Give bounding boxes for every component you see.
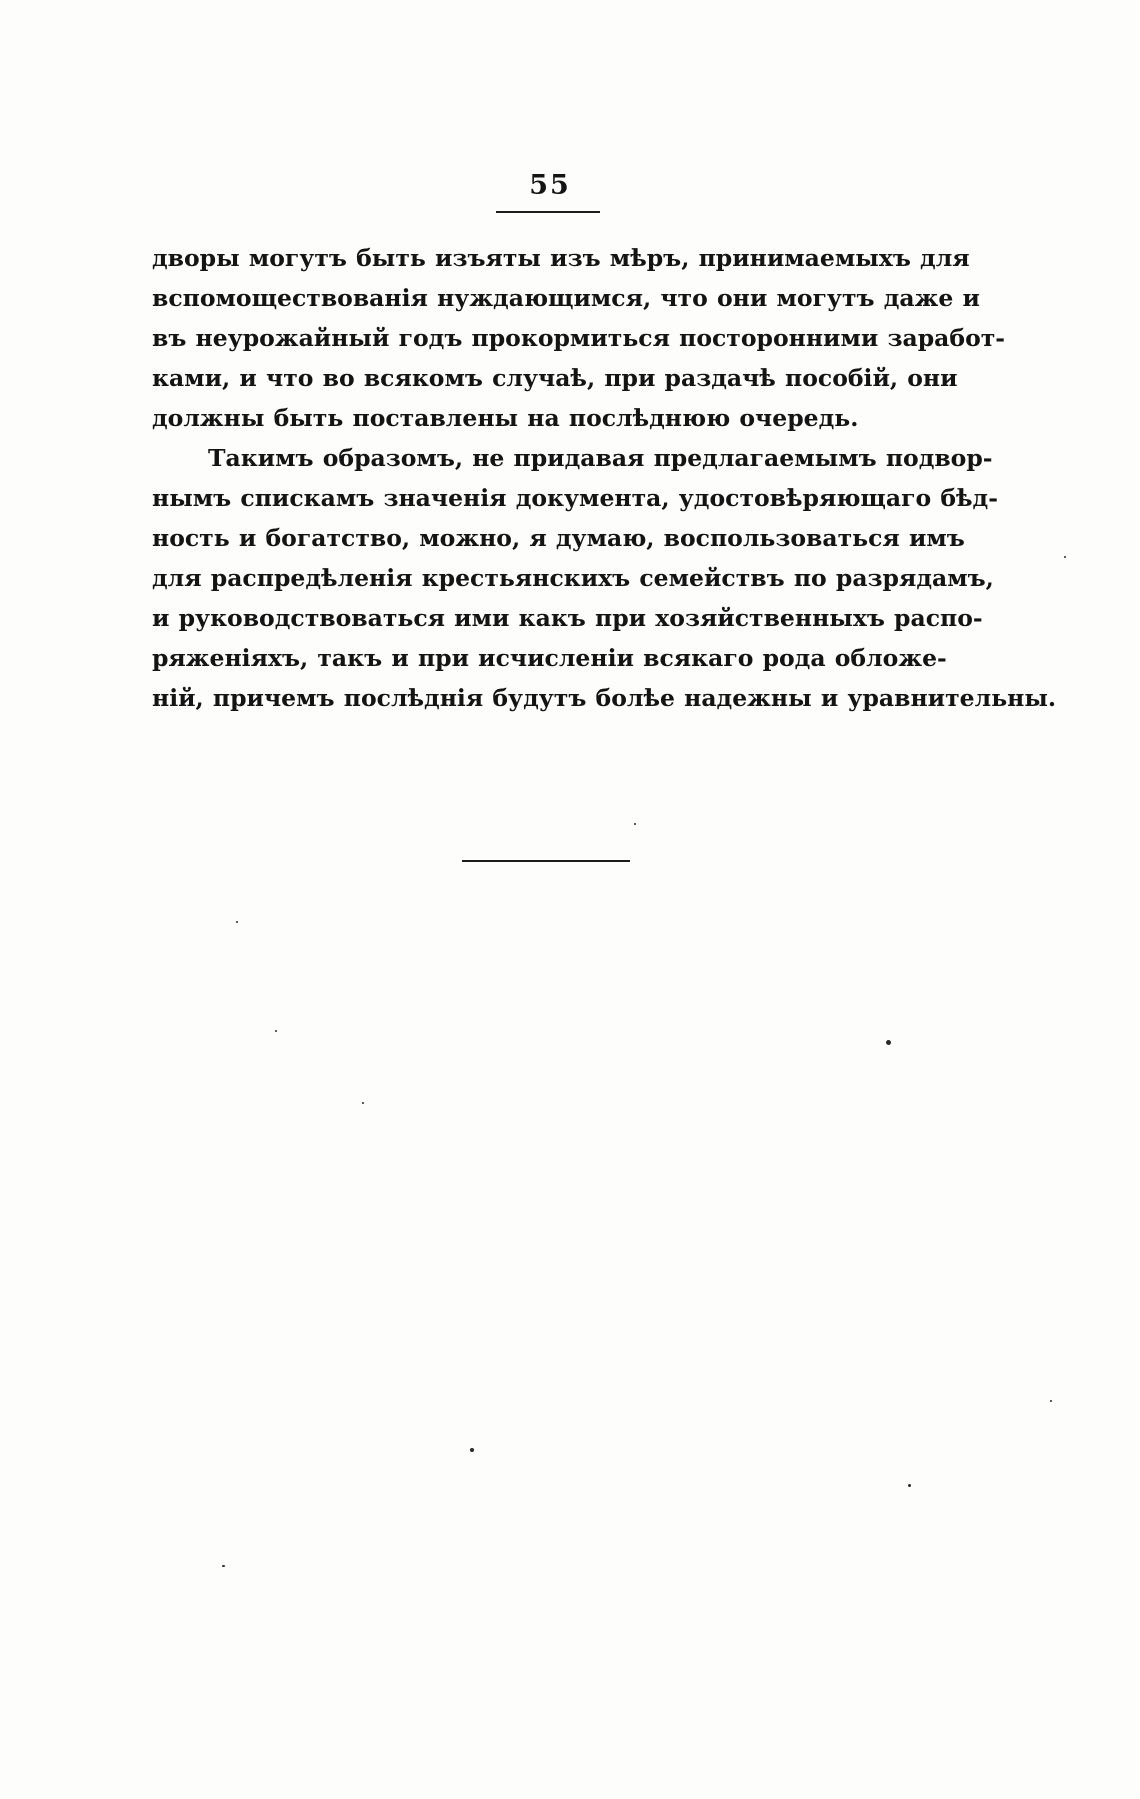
text-line: вспомоществованія нуждающимся, что они могутъ даже и [152,284,980,312]
scan-speck [275,1030,277,1032]
scan-speck [1050,1400,1052,1402]
end-rule [462,860,630,862]
scan-speck [236,921,238,923]
paragraph [152,438,1057,718]
text-line: нымъ спискамъ значенія документа, удостовѣряющаго бѣд- [152,484,998,512]
scan-speck [908,1484,911,1487]
text-line: ность и богатство, можно, я думаю, воспользоваться имъ [152,524,965,552]
scan-speck [634,823,636,825]
text-line: въ неурожайный годъ прокормиться посторонними заработ- [152,324,1006,352]
scan-speck [886,1040,891,1045]
text-line: Такимъ образомъ, не придавая предлагаемымъ подвор- [208,444,993,472]
scan-speck [222,1565,225,1567]
scan-speck [470,1448,474,1452]
text-line: ряженіяхъ, такъ и при исчисленіи всякаго рода обложе- [152,644,947,672]
text-line: должны быть поставлены на послѣднюю очередь. [152,404,859,432]
text-line: и руководствоваться ими какъ при хозяйственныхъ распо- [152,604,983,632]
text-line: для распредѣленія крестьянскихъ семействъ по разрядамъ, [152,564,994,592]
header-rule [496,211,600,213]
scan-speck [1064,556,1066,558]
scan-speck [362,1102,364,1104]
body-text [152,238,1057,718]
page-number: 55 [529,170,571,201]
text-line: ками, и что во всякомъ случаѣ, при раздачѣ пособій, они [152,364,958,392]
text-line: ній, причемъ послѣднія будутъ болѣе надежны и уравнительны. [152,684,1057,712]
paragraph [152,238,1006,438]
text-line: дворы могутъ быть изъяты изъ мѣръ, принимаемыхъ для [152,244,970,272]
